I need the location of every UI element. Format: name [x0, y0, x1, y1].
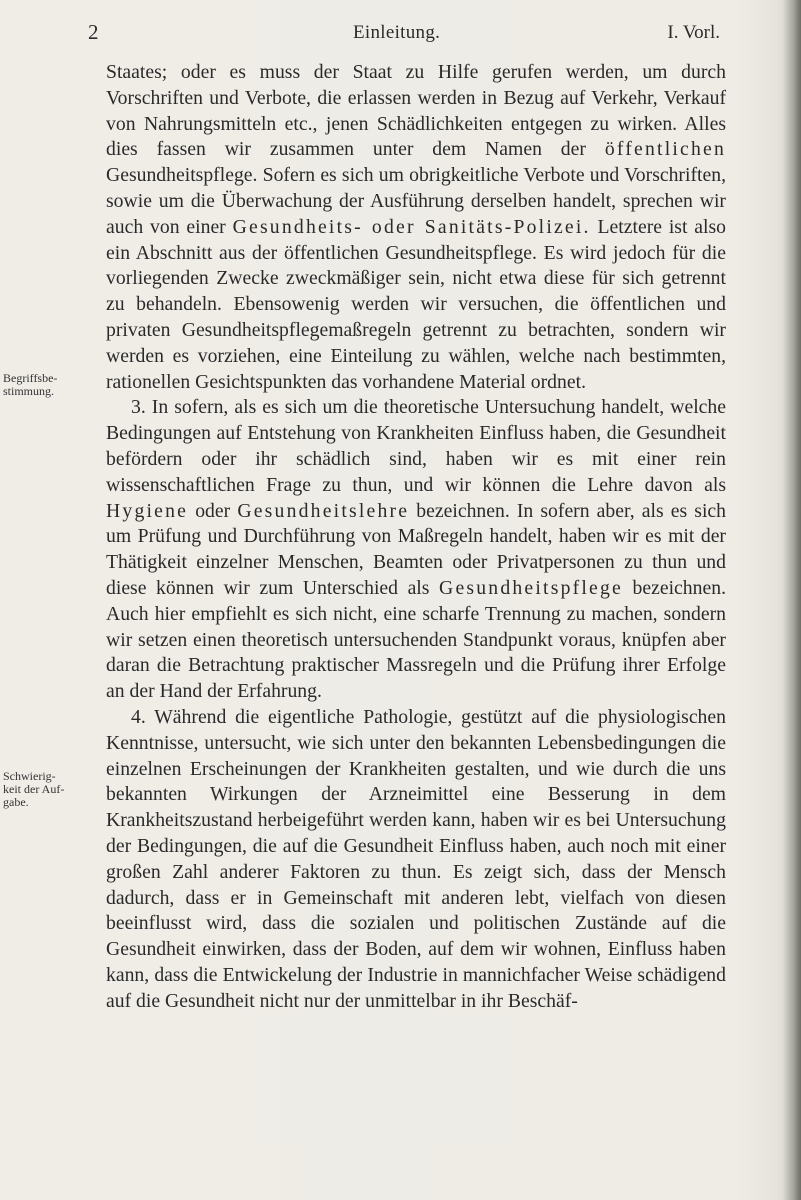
spaced-term: Hygiene: [106, 499, 189, 522]
spaced-term: öffentlichen: [604, 138, 726, 161]
page-number: 2: [88, 20, 99, 44]
spaced-term: Gesundheitspflege: [439, 576, 623, 599]
margin-note-begriffsbestimmung: Begriffsbe- stimmung.: [3, 371, 58, 398]
running-title: Einleitung.: [353, 22, 441, 43]
paragraph-2: 3. In sofern, als es sich um die theoretische Untersuchung handelt, welche Bedingungen auf Entstehung von Krankheiten Einfluss haben, die Gesundheit befördern oder ihr schädlich sind, haben wir es mit einer rein wissenschaftlichen Frage zu thun, und wir können die Lehre davon als Hygiene oder Gesundheitslehre bezeichnen. In sofern aber, als es sich um Prüfung und Durchführung von Maßregeln handelt, haben wir es mit der Thätigkeit einzelner Menschen, Beamten oder Privatpersonen zu thun und diese können wir zum Unterschied als Gesundheitspflege bezeichnen. Auch hier empfiehlt es sich nicht, eine scharfe Trennung zu machen, sondern wir setzen einen theoretisch untersuchenden Standpunkt voraus, knüpfen aber daran die Betrachtung praktischer Massregeln und die Prüfung ihrer Erfolge an der Hand der Erfahrung.: [106, 396, 726, 703]
body-text: [106, 60, 726, 1014]
margin-note-schwierigkeit: Schwierig- keit der Auf- gabe.: [3, 769, 65, 809]
page-edge-shadow: [783, 0, 801, 1200]
paragraph-3: 4. Während die eigentliche Pathologie, gestützt auf die physiologischen Kenntnisse, untersucht, wie sich unter den bekannten Lebensbedingungen die einzelnen Erscheinungen der Krankheiten gestalten, und wie durch die uns bekannten Wirkungen der Arzneimittel eine Besserung in dem Krankheitszustand herbeigeführt werden kann, haben wir es bei Untersuchung der Bedingungen, die auf die Gesundheit Einfluss haben, auch noch mit einer großen Zahl anderer Faktoren zu thun. Es zeigt sich, dass der Mensch dadurch, dass er in Gemeinschaft mit anderen lebt, vielfach von diesen beeinflusst wird, dass die sozialen und politischen Zustände auf die Gesundheit einwirken, dass der Boden, auf dem wir wohnen, Einfluss haben kann, dass die Entwickelung der Industrie in mannichfacher Weise schädigend auf die Gesundheit nicht nur der unmittelbar in ihr Beschäf-: [106, 705, 726, 1012]
section-label: I. Vorl.: [667, 22, 720, 43]
spaced-term: Gesundheits- oder Sanitäts-Polizei.: [232, 215, 591, 238]
paragraph-1: Staates; oder es muss der Staat zu Hilfe gerufen werden, um durch Vorschriften und Verbote, die erlassen werden in Bezug auf Verkehr, Verkauf von Nahrungsmitteln etc., jenen Schädlichkeiten entgegen zu wirken. Alles dies fassen wir zusammen unter dem Namen der öffentlichen Gesundheitspflege. Sofern es sich um obrigkeitliche Verbote und Vorschriften, sowie um die Überwachung der Ausführung derselben handelt, sprechen wir auch von einer Gesundheits- oder Sanitäts-Polizei. Letztere ist also ein Abschnitt aus der öffentlichen Gesundheitspflege. Es wird jedoch für die vorliegenden Zwecke zweckmäßiger sein, nicht etwa diese für sich getrennt zu behandeln. Ebensowenig werden wir versuchen, die öffentlichen und privaten Gesundheitspflegemaßregeln getrennt zu betrachten, sondern wir werden es vorziehen, eine Einteilung zu wählen, welche nach bestimmten, rationellen Gesichtspunkten das vorhandene Material ordnet.: [106, 61, 727, 393]
spaced-term: Gesundheitslehre: [237, 499, 410, 522]
running-header: [88, 20, 720, 48]
